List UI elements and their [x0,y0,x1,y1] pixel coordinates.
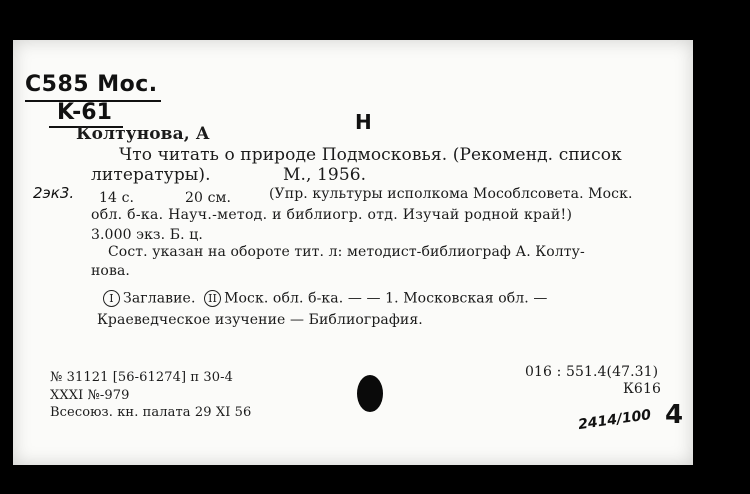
class-mark: К616 [623,381,661,397]
udc-index: 016 : 551.4(47.31) [525,364,659,380]
collation-pages: 14 с. [99,190,135,206]
stamp-scribble: 2414/100 [577,406,653,434]
tracing-subjects: Моск. обл. б-ка. — — 1. Московская обл. — [224,290,548,307]
handwritten-shelfmark: C585 Moc. [25,72,158,97]
tracing-number-1: I [103,290,120,307]
author-heading: Колтунова, А [76,124,210,144]
tracing-title: Заглавие. [123,290,196,307]
title-line-2b: М., 1956. [283,165,367,185]
handwritten-corner-mark: 4 [665,400,684,430]
note-line-1: Сост. указан на обороте тит. л: методист-библиограф А. Колту- [108,244,585,260]
tracing-number-2: II [204,290,221,307]
registry-series: XXXI №-979 [50,388,130,403]
ink-blot [357,375,383,412]
edition-price: 3.000 экз. Б. ц. [91,227,203,243]
series-line-1: (Упр. культуры исполкома Мособлсовета. Моск. [269,186,633,202]
handwritten-mark: H [355,110,372,134]
catalog-card [13,40,693,465]
note-line-2: нова. [91,263,130,279]
title-line-1: Что читать о природе Подмосковья. (Рекоменд. список [119,145,622,165]
handwritten-copies: 2эк3. [33,184,75,202]
registry-chamber: Всесоюз. кн. палата 29 XI 56 [50,405,252,420]
handwritten-cutter: K-61 [57,100,112,125]
tracing-line-2: Краеведческое изучение — Библиография. [97,312,423,328]
series-line-2: обл. б-ка. Науч.-метод. и библиогр. отд. Изучай родной край!) [91,207,573,223]
title-line-2a: литературы). [91,165,211,185]
tracing-line-1 [103,290,547,307]
registry-number: № 31121 [56-61274] п 30-4 [50,370,233,385]
collation-size: 20 см. [185,190,232,206]
